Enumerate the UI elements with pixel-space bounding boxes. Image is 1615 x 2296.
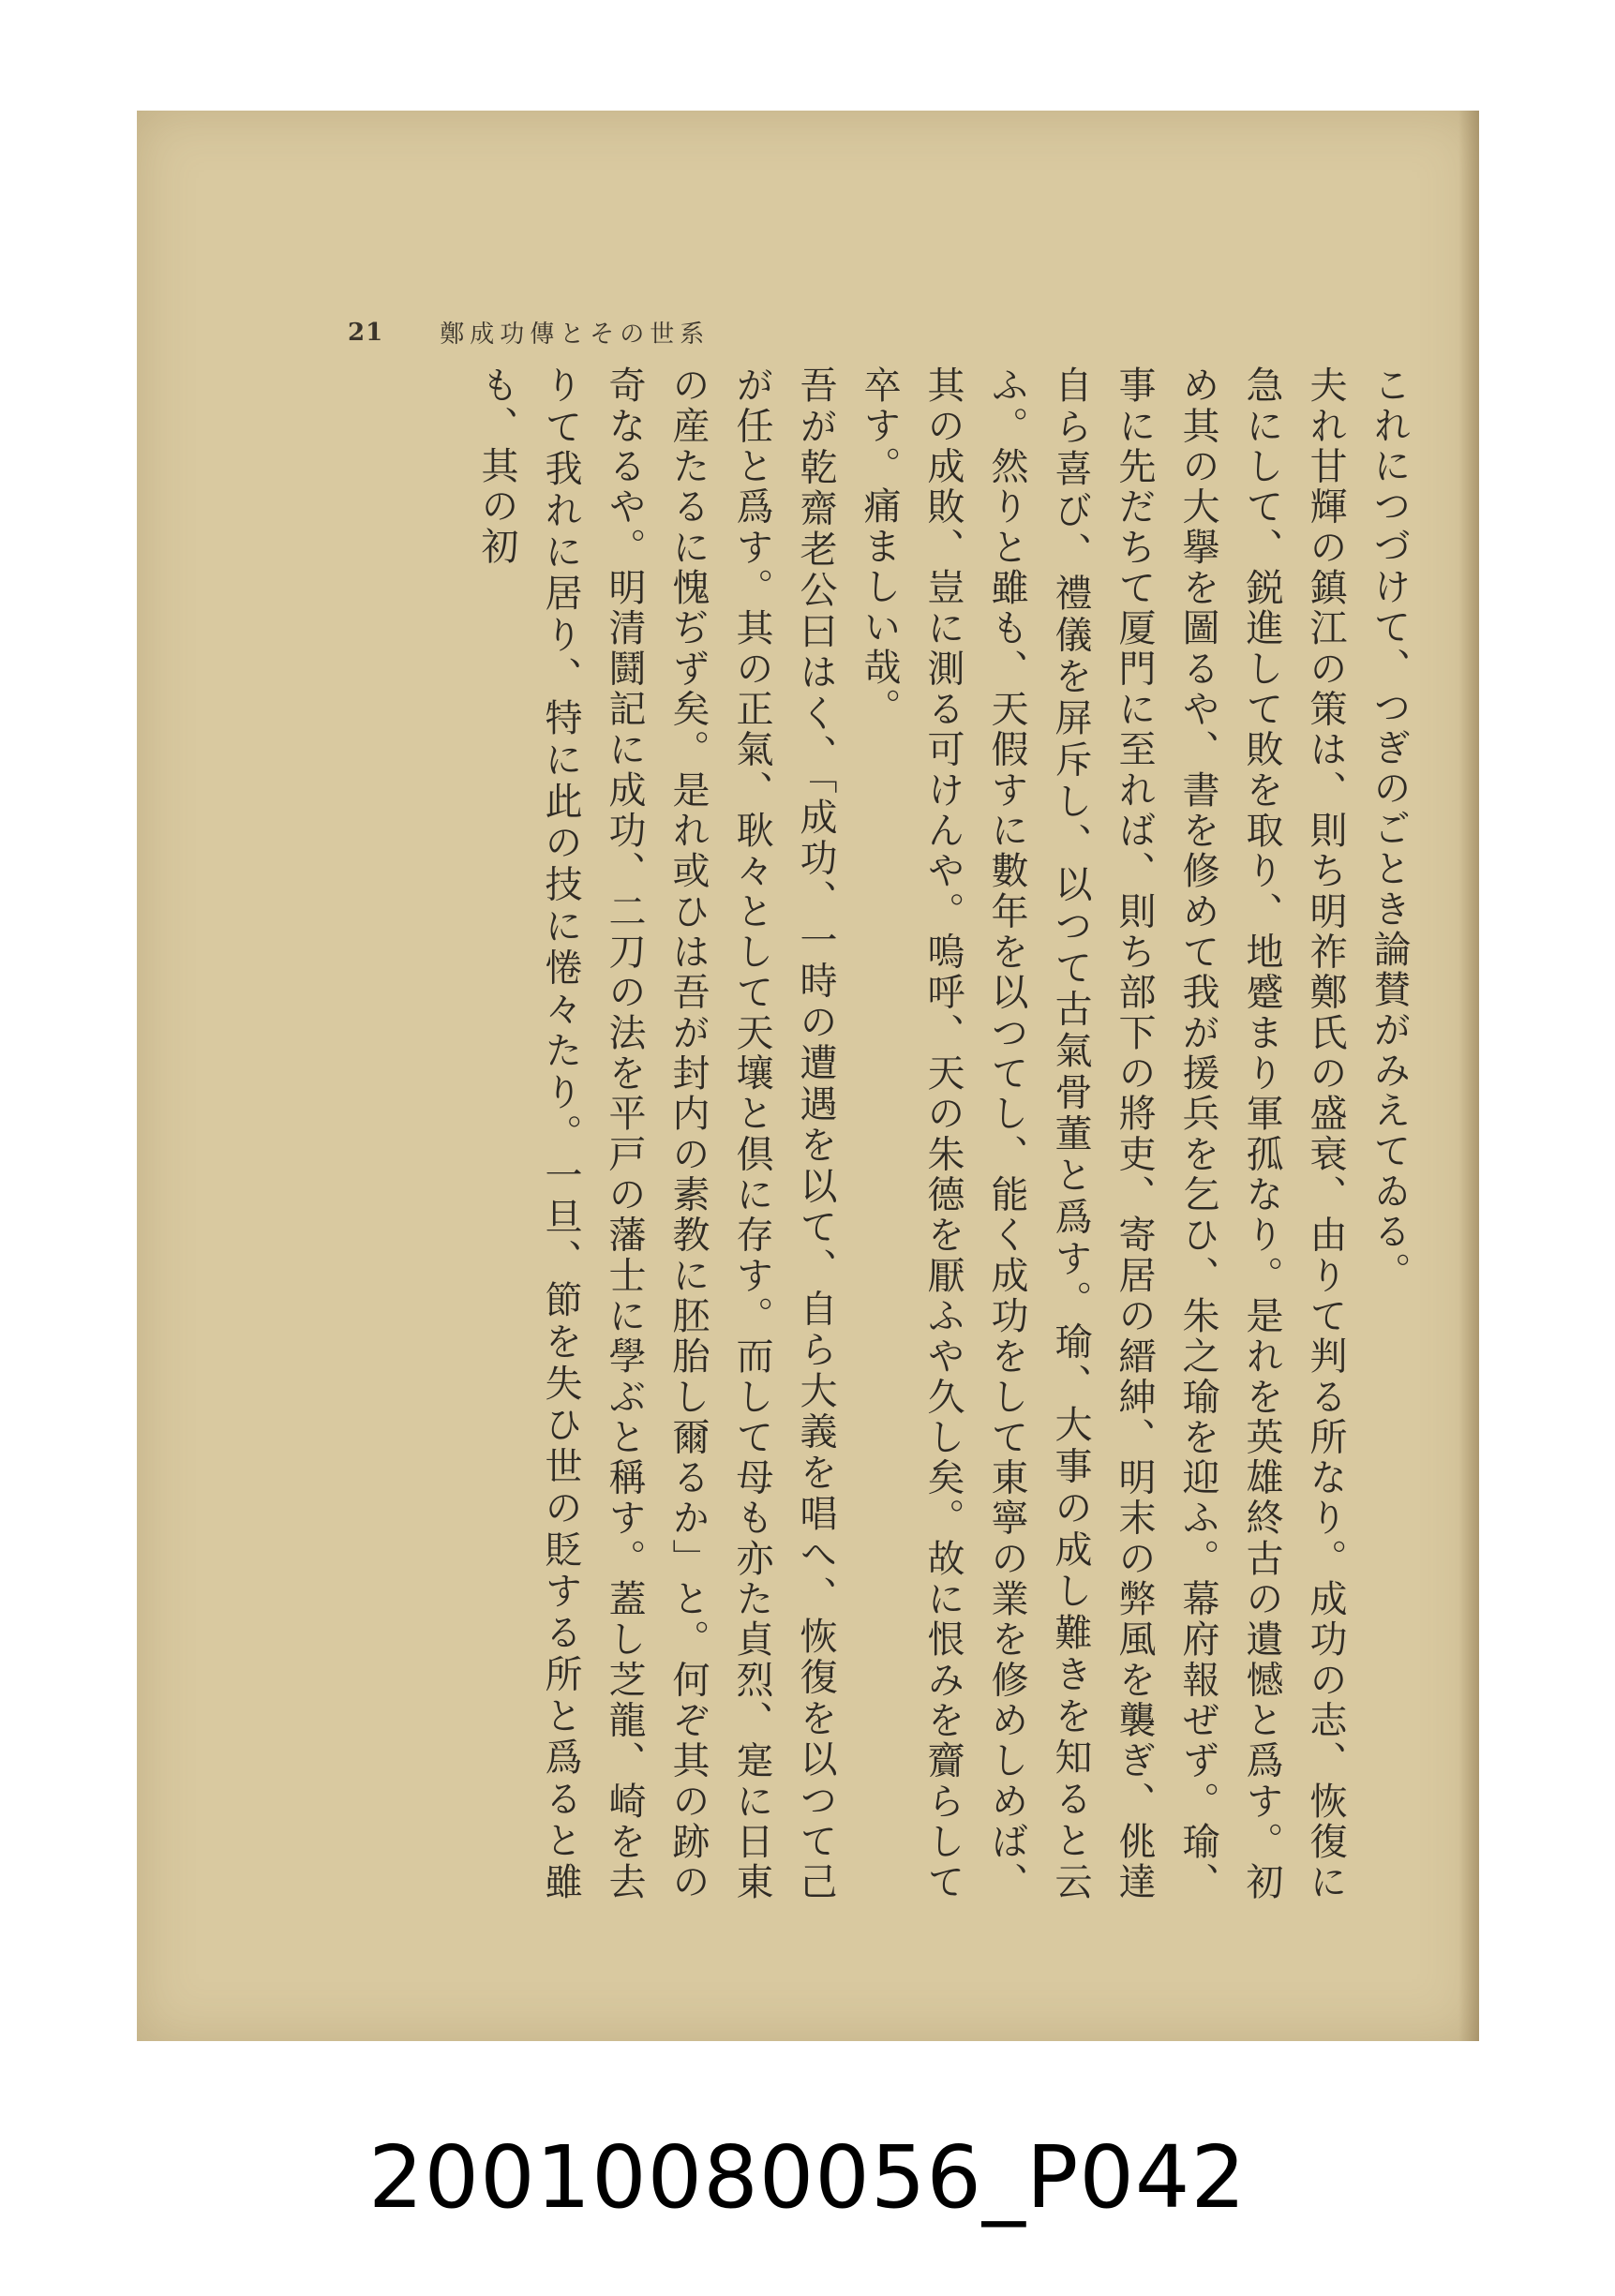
page-spine-shadow [1458, 111, 1479, 2041]
vertical-body-text [418, 365, 1421, 1902]
paragraph-commentary: 夫れ甘輝の鎮江の策は、則ち明祚鄭氏の盛衰、由りて判る所なり。成功の志、恢復に急にして、鋭進して敗を取り、地蹙まり軍孤なり。是れを英雄終古の遺憾と爲す。初め其の大擧を圖るや、書を修めて我が援兵を乞ひ、朱之瑜を迎ふ。幕府報ぜず。瑜、事に先だちて厦門に至れば、則ち部下の將吏、寄居の縉紳、明末の弊風を襲ぎ、佻達自ら喜び、禮儀を屏斥し、以つて古氣骨董と爲す。瑜、大事の成し難きを知ると云ふ。然りと雖も、天假すに數年を以つてし、能く成功をして東寧の業を修めしめば、其の成敗、豈に測る可けんや。嗚呼、天の朱德を厭ふや久し矣。故に恨みを齎らして卒す。痛ましい哉。 [858, 365, 1347, 1902]
running-head [348, 315, 710, 350]
scanned-page [137, 111, 1479, 2041]
page-number: 21 [348, 318, 384, 347]
paragraph-quote: 吾が乾齋老公曰はく、「成功、一時の遭遇を以て、自ら大義を唱へ、恢復を以つて己が任と爲す。其の正氣、耿々として天壤と倶に存す。而して母も亦た貞烈、寔に日東の産たるに愧ぢず矣。是れ或ひは吾が封内の素教に胚胎し爾るか」と。何ぞ其の跡の奇なるや。明清鬪記に成功、二刀の法を平戸の藩士に學ぶと稱す。蓋し芝龍、崎を去りて我れに居り、特に此の技に惓々たり。一旦、節を失ひ世の貶する所と爲ると雖も、其の初 [475, 365, 837, 1902]
scan-identifier: 20010080056_P042 [368, 2127, 1247, 2228]
paragraph-intro: これにつづけて、つぎのごとき論賛がみえてゐる。 [1368, 365, 1411, 1292]
running-title: 鄭成功傳とその世系 [440, 321, 710, 349]
